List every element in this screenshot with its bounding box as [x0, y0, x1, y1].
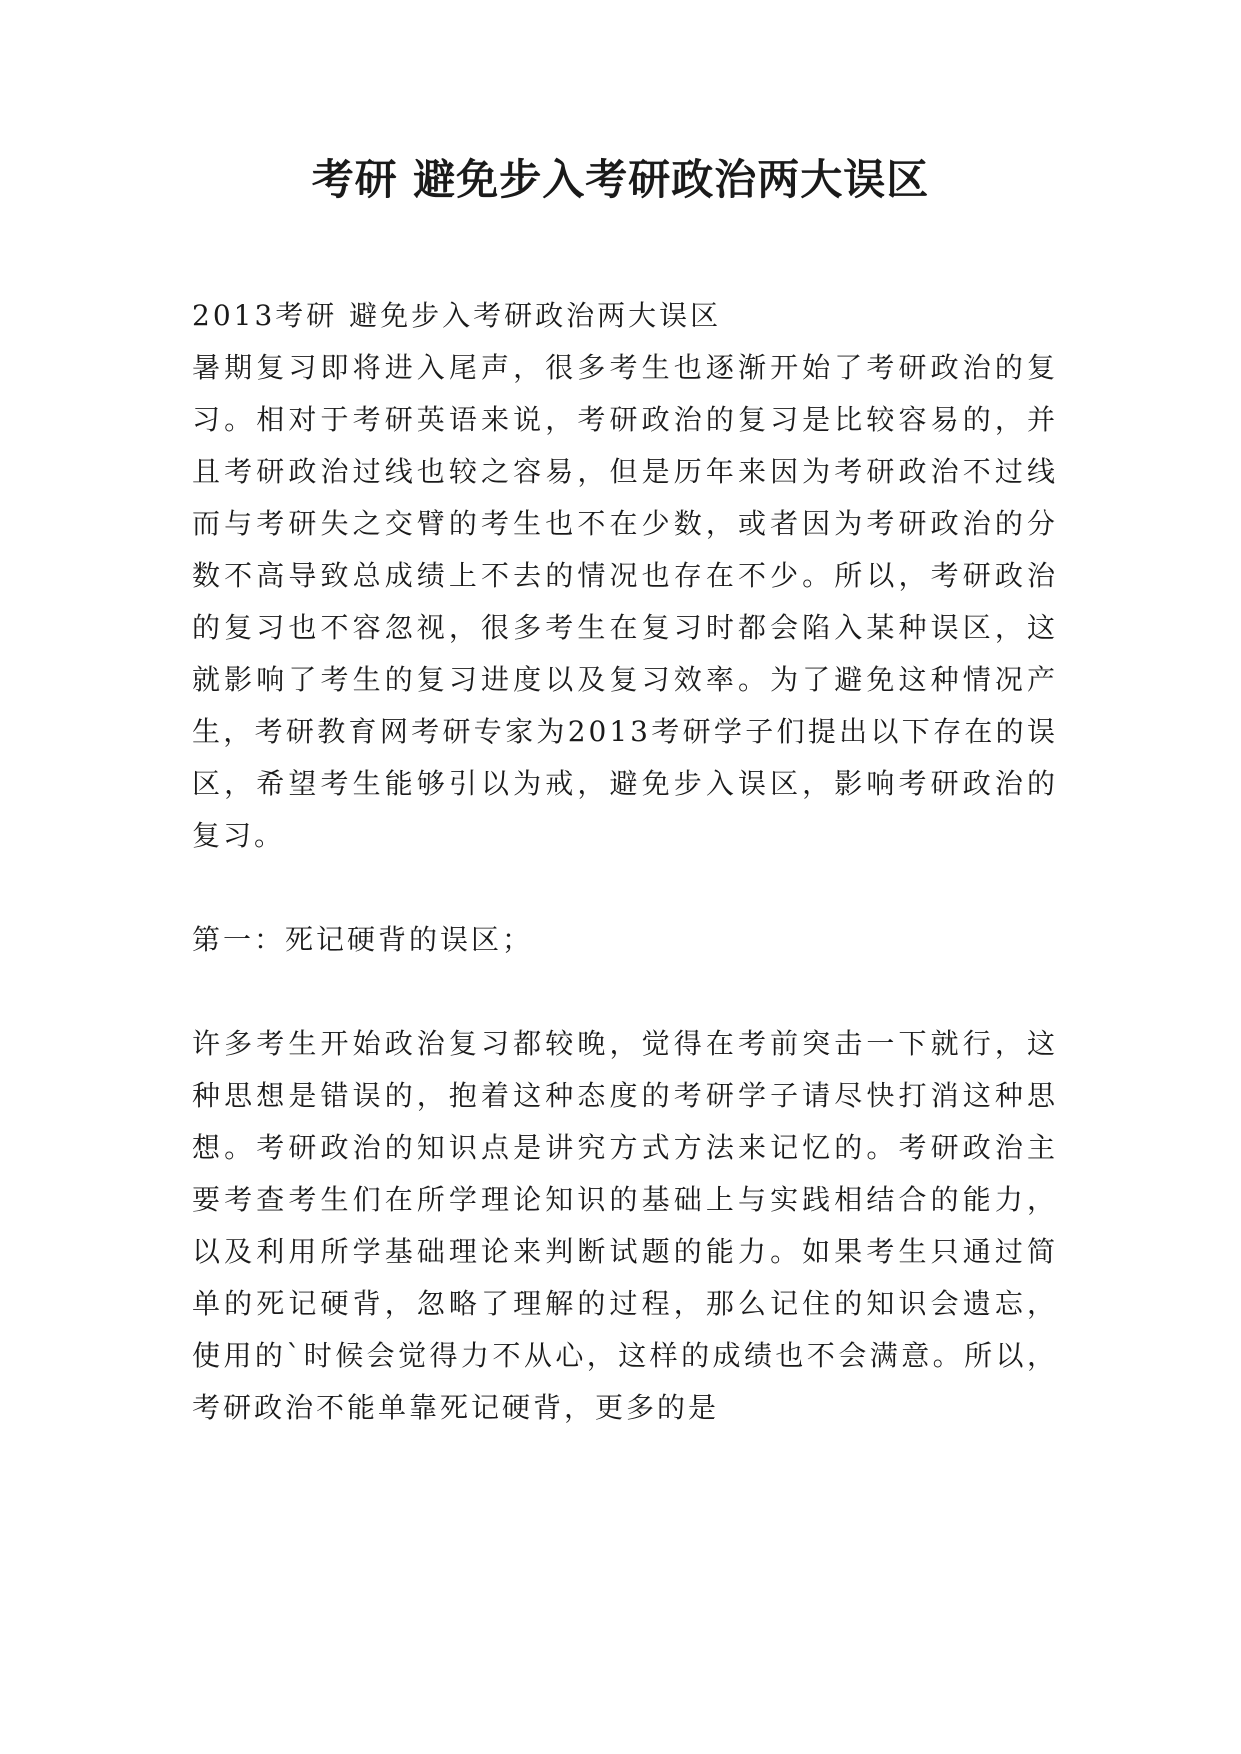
- section-heading: 第一：死记硬背的误区；: [192, 923, 534, 956]
- paragraph-spacer: [192, 966, 1058, 1018]
- document-body: [192, 290, 1058, 1434]
- document-title: 考研 避免步入考研政治两大误区: [311, 155, 930, 204]
- section-paragraph: 许多考生开始政治复习都较晚，觉得在考前突击一下就行，这种思想是错误的，抱着这种态度的考研学子请尽快打消这种思想。考研政治的知识点是讲究方式方法来记忆的。考研政治主要考查考生们在所学理论知识的基础上与实践相结合的能力，以及利用所学基础理论来判断试题的能力。如果考生只通过简单的死记硬背，忽略了理解的过程，那么记住的知识会遗忘，使用的`时候会觉得力不从心，这样的成绩也不会满意。所以，考研政治不能单靠死记硬背，更多的是: [192, 1027, 1058, 1424]
- intro-paragraph: 暑期复习即将进入尾声，很多考生也逐渐开始了考研政治的复习。相对于考研英语来说，考研政治的复习是比较容易的，并且考研政治过线也较之容易，但是历年来因为考研政治不过线而与考研失之交臂的考生也不在少数，或者因为考研政治的分数不高导致总成绩上不去的情况也存在不少。所以，考研政治的复习也不容忽视，很多考生在复习时都会陷入某种误区，这就影响了考生的复习进度以及复习效率。为了避免这种情况产生，考研教育网考研专家为2013考研学子们提出以下存在的误区，希望考生能够引以为戒，避免步入误区，影响考研政治的复习。: [192, 351, 1058, 852]
- document-subtitle: 2013考研 避免步入考研政治两大误区: [192, 299, 722, 332]
- paragraph-spacer: [192, 862, 1058, 914]
